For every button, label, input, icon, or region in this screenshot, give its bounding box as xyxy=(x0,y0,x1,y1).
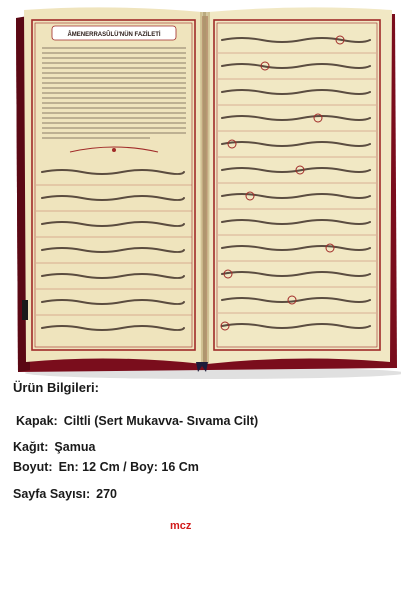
size-value: En: 12 Cm / Boy: 16 Cm xyxy=(58,460,199,474)
paper-row xyxy=(13,440,401,454)
spine-label xyxy=(22,300,28,320)
size-label: Boyut: xyxy=(13,460,53,474)
paper-value: Şamua xyxy=(54,440,96,454)
product-info-title: Ürün Bilgileri: xyxy=(13,380,99,395)
right-page xyxy=(207,7,392,364)
cover-row xyxy=(16,414,401,428)
cover-label: Kapak: xyxy=(16,414,58,428)
brand-mark: mcz xyxy=(170,520,192,532)
paper-label: Kağıt: xyxy=(13,440,49,454)
size-row xyxy=(13,460,401,474)
pages-row xyxy=(13,487,401,501)
left-box-title: ÂMENERRASÛLÜ'NÜN FAZİLETİ xyxy=(67,32,161,38)
pages-value: 270 xyxy=(96,487,117,501)
pages-label: Sayfa Sayısı: xyxy=(13,487,91,501)
cover-value: Ciltli (Sert Mukavva- Sıvama Cilt) xyxy=(63,414,259,428)
left-page xyxy=(24,7,203,364)
